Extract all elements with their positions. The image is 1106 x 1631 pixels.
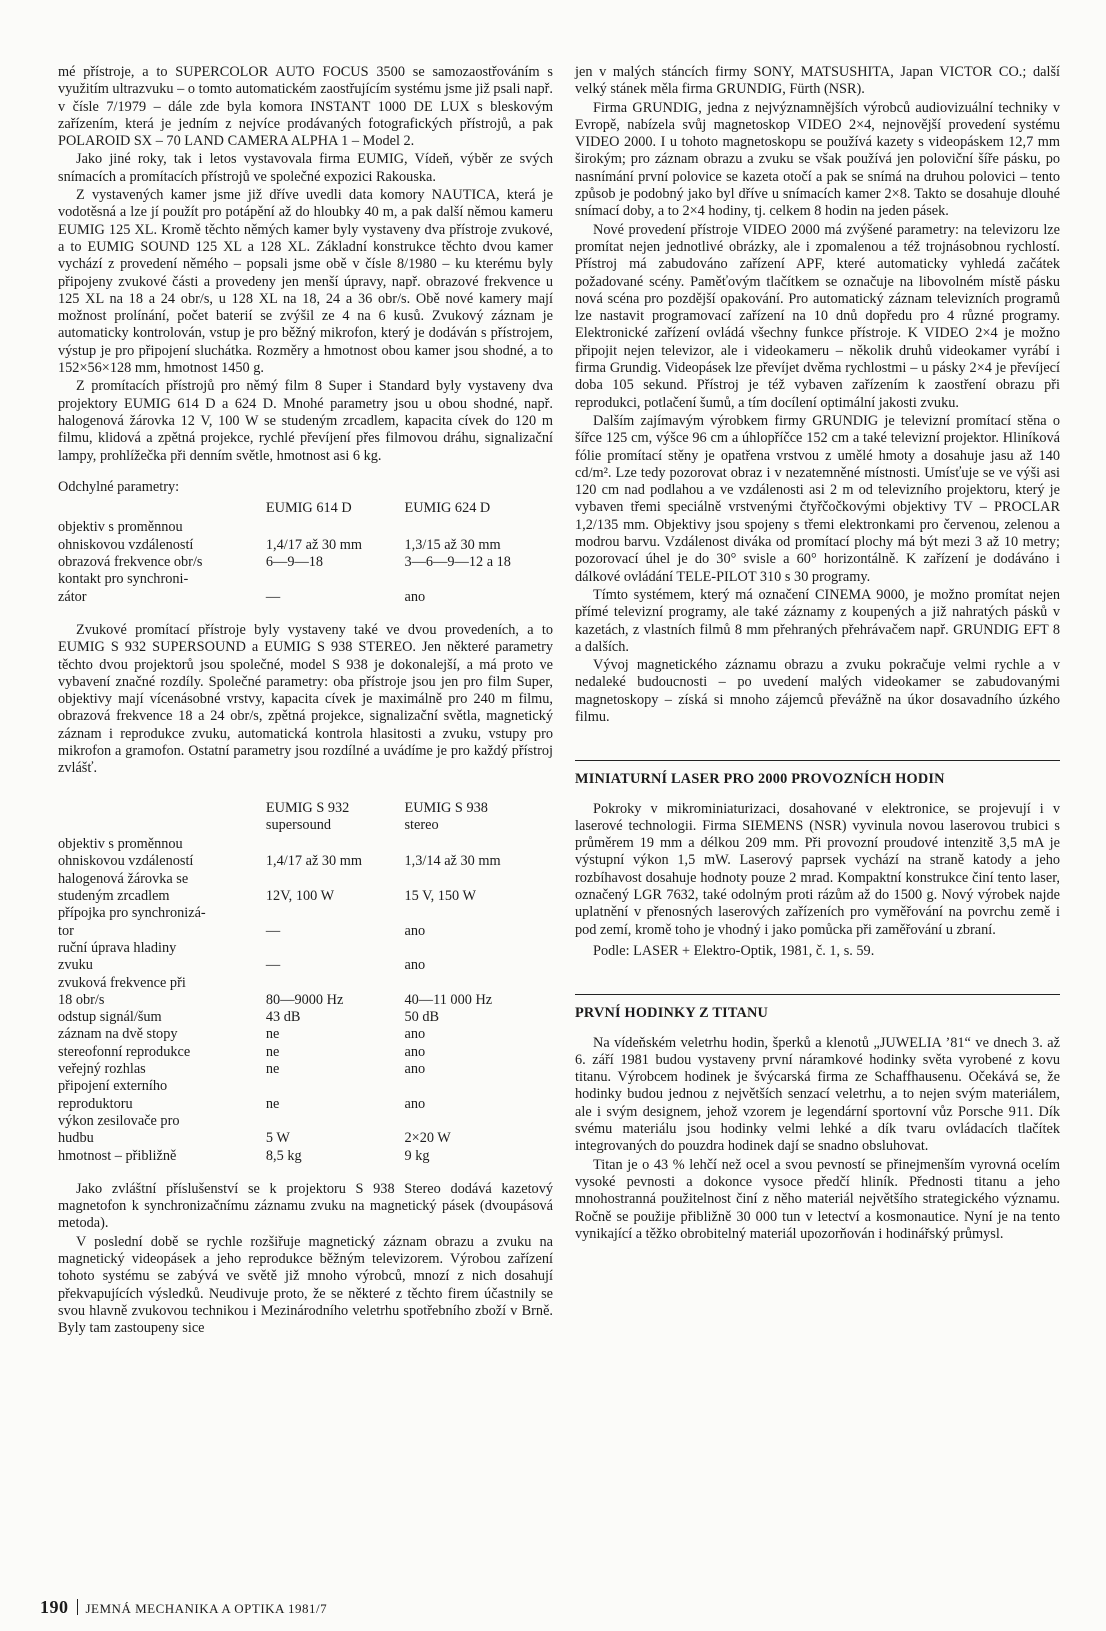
table-cell-value-b: 2×20 W — [404, 1130, 451, 1147]
table-cell-value-b: ano — [404, 922, 426, 939]
paragraph: Jako jiné roky, tak i letos vystavovala firma EUMIG, Vídeň, výběr ze svých snímacích a promítacích přístrojů ve společné expozici Rakouska. — [58, 151, 553, 185]
table-row — [58, 1130, 553, 1147]
table-row — [58, 905, 553, 922]
table-cell-value-a — [266, 1113, 405, 1130]
table-cell-label: hmotnost – přibližně — [58, 1147, 177, 1164]
paragraph: Zvukové promítací přístroje byly vystaveny také ve dvou provedeních, a to EUMIG S 932 SUPERSOUND a EUMIG S 938 STEREO. Jen některé parametry těchto dvou projektorů jsou společné, model S 938 je dokonalejší, a má proto ve vybavení značné rozdíly. Společné parametry: oba přístroje jsou jen pro film Super, objektivy mají vícenásobné vrstvy, kapacita cívek je maximálně pro 240 m filmu, obrazová frekvence 18 a 24 obr/s, zpětná projekce, signalizační světla, magnetický záznam i reprodukce zvuku, automatická kontrola hlasitosti a zvuku, vstupy pro mikrofon a gramofon. Ostatní parametry jsou rozdílné a uvádíme je pro každý přístroj zvlášť. — [58, 621, 553, 777]
paragraph: Vývoj magnetického záznamu obrazu a zvuku pokračuje velmi rychle a v nedaleké budoucnosti – po uvedení malých videokamer se zabudovanými magnetoskopy – získá si mnoho zájemců převážně na úkor dosavadního úzkého filmu. — [575, 657, 1060, 725]
table-cell-value-b — [404, 1078, 553, 1095]
table-cell-value-b: ano — [404, 588, 426, 605]
paragraph: Titan je o 43 % lehčí než ocel a svou pevností se přinejmenším vyrovná ocelím vysoké pevnosti a dokonce vysoce předčí hliník. Přednosti titanu a jeho mnohostranná použitelnost činí z něho materiál největšího strategického významu. Ročně se použije přibližně 30 000 tun v letectví a kosmonautice. Nyní je na tento vynikající a těžko obrobitelný materiál upozorňován i hodinářský průmysl. — [575, 1156, 1060, 1242]
table-cell-value-a — [266, 905, 405, 922]
table-row — [58, 1078, 553, 1095]
table-header-row — [58, 500, 553, 519]
table-cell-label: kontakt pro synchroni- — [58, 571, 189, 588]
table-row — [58, 957, 553, 974]
table-cell-label: stereofonní reprodukce — [58, 1043, 191, 1060]
table-header-col-a-variant: supersound — [265, 816, 332, 833]
table-cell-value-b — [404, 519, 553, 536]
table-cell-value-b: 40—11 000 Hz — [404, 991, 493, 1008]
table-cell-label: reproduktoru — [58, 1095, 133, 1112]
table-cell-value-b: 1,3/14 až 30 mm — [404, 853, 501, 870]
table-cell-value-a — [266, 975, 405, 992]
table-cell-value-b: 1,3/15 až 30 mm — [404, 536, 501, 553]
sound-projector-spec-table — [58, 800, 553, 1165]
table-cell-value-b: ano — [404, 1026, 426, 1043]
table-cell-value-a — [266, 836, 405, 853]
table-cell-value-a: 1,4/17 až 30 mm — [265, 536, 362, 553]
table-cell-value-a — [266, 940, 405, 957]
paragraph: Pokroky v mikrominiaturizaci, dosahované v elektronice, se projevují i v laserové technologii. Firma SIEMENS (NSR) vyvinula novou laserovou trubici s průměrem 19 mm a délkou 209 mm. Při provozní proudové intenzitě 3,5 mA je výstupní výkon 1,5 mW. Laserový paprsek vychází na straně katody a jeho rozbíhavost dosahuje hodnoty pouze 2 mrad. Kompaktní konstrukce činí tento laser, označený LGR 7632, také odolným proti rázům až do 1500 g. Nový výrobek najde uplatnění v přenosných laserových zařízeních pro vyměřování na povrchu země i pod zemí, kromě toho je vhodný i jako pomůcka při zaměřování u zbraní. — [575, 800, 1060, 938]
paragraph: V poslední době se rychle rozšiřuje magnetický záznam obrazu a zvuku na magnetický videopásek a jeho reprodukce běžným televizorem. Výrobou zařízení tohoto systému se zabývá ve světě již mnoho výrobců, mnozí z nich dosahují překvapujících výsledků. Neudivuje proto, že se některé z těchto firem účastnily se svou hlavně zvukovou technikou i Mezinárodního veletrhu spotřebního zboží v Brně. Byly tam zastoupeny sice — [58, 1233, 553, 1337]
section-divider — [575, 994, 1060, 995]
table-cell-label: záznam na dvě stopy — [58, 1026, 178, 1043]
table-header-col-a: EUMIG 614 D — [265, 500, 352, 517]
table-row — [58, 537, 553, 554]
table-cell-value-b: 9 kg — [404, 1147, 430, 1164]
table-row — [58, 975, 553, 992]
paragraph: Jako zvláštní příslušenství se k projektoru S 938 Stereo dodává kazetový magnetofon k synchronizačnímu záznamu zvuku na magnetický pásek (dvoupásová metoda). — [58, 1180, 553, 1232]
table-header-col-b: EUMIG 624 D — [404, 500, 491, 517]
table-cell-label: připojení externího — [58, 1078, 168, 1095]
table-cell-value-b — [404, 905, 553, 922]
table-cell-label: zvuku — [58, 957, 93, 974]
page-footer — [40, 1597, 327, 1618]
table-cell-value-a: — — [265, 588, 281, 605]
table-row — [58, 1026, 553, 1043]
table-cell-value-b: ano — [404, 1095, 426, 1112]
table-row — [58, 1009, 553, 1026]
table-row — [58, 871, 553, 888]
table-cell-value-a: ne — [265, 1061, 280, 1078]
table-row — [58, 1061, 553, 1078]
table-row — [58, 853, 553, 870]
table-row — [58, 554, 553, 571]
table-cell-value-b: ano — [404, 1043, 426, 1060]
table-cell-value-a: 80—9000 Hz — [265, 991, 344, 1008]
paragraph: Na vídeňském veletrhu hodin, šperků a klenotů „JUWELIA ’81“ ve dnech 3. až 6. září 1981 budou vystaveny první náramkové hodinky světa vyrobené z kovu titanu. Výrobcem hodinek je švýcarská firma ze Schaffhausenu. Očekává se, že hodinky budou jednou z největších senzací veletrhu, a to nejen svým materiálem, ale i svým designem, jehož vzorem je legendární sportovní vůz Porsche 911. Dík svému materiálu jsou hodinky velmi lehké a dík tvaru ovládacích tlačítek integrovaných do pouzdra hodinek dají se snadno obsluhovat. — [575, 1034, 1060, 1155]
table-row — [58, 888, 553, 905]
table-cell-label: objektiv s proměnnou — [58, 519, 183, 536]
paragraph: Tímto systémem, který má označení CINEMA 9000, je možno promítat nejen přímé televizní programy, ale také záznamy z koupených a již nahratých pásků v kazetách, z vlastních filmů 8 mm přehraných přehrávačem např. GRUNDIG EFT 8 a dalších. — [575, 586, 1060, 655]
table-header-empty — [58, 800, 266, 837]
table-cell-label: výkon zesilovače pro — [58, 1112, 180, 1129]
table-cell-label: obrazová frekvence obr/s — [58, 554, 203, 571]
table-cell-label: hudbu — [58, 1130, 94, 1147]
table-cell-value-a: 5 W — [265, 1130, 290, 1147]
right-column — [575, 64, 1060, 1244]
section-heading-laser: MINIATURNÍ LASER PRO 2000 PROVOZNÍCH HODIN — [575, 771, 945, 788]
table-cell-value-a — [266, 871, 405, 888]
paragraph: Nové provedení přístroje VIDEO 2000 má zvýšené parametry: na televizoru lze promítat nejen jednotlivé obrázky, ale i zpomalenou a též trojnásobnou rychlostí. Přístroj má zabudováno zařízení APF, které automaticky vyhledá začátek požadované scény. Paměťovým tlačítkem se označuje na libovolném místě pásku nová scéna pro pozdější opakování. Pro automatický záznam televizních programů lze nastavit programovací zařízení na 10 dnů dopředu pro 4 různé programy. Elektronické zařízení ovládá všechny funkce přístroje. K VIDEO 2×4 je možno připojit nejen televizor, ale i videokameru – několik druhů videokamer vyrábí i firma Grundig. Videopásek lze převíjet dvěma rychlostmi – u pásky 2×4 je převíjecí doba 105 sekund. Přístroj je též vybaven zařízením k zaostření obrazu při reprodukci, potlačení šumů, a tím docílení optimální jakosti zvuku. — [575, 221, 1060, 411]
paragraph: jen v malých stáncích firmy SONY, MATSUSHITA, Japan VICTOR CO.; další velký stánek měla firma GRUNDIG, Fürth (NSR). — [575, 64, 1060, 98]
table-cell-value-b — [404, 871, 553, 888]
table-cell-label: ruční úprava hladiny — [58, 939, 177, 956]
table-cell-label: odstup signál/šum — [58, 1009, 162, 1026]
table-row — [58, 1113, 553, 1130]
paragraph: Z promítacích přístrojů pro němý film 8 Super i Standard byly vystaveny dva projektory EUMIG 614 D a 624 D. Mnohé parametry jsou u obou shodné, např. halogenová žárovka 12 V, 100 W se studeným zrcadlem, kapacita cívek do 120 m filmu, klidová a zpětná projekce, rychlé převíjení přes filmovou dráhu, signalizační lampy, prohlížečka při denním světle, hmotnost asi 6 kg. — [58, 378, 553, 464]
section-divider — [575, 760, 1060, 761]
table-cell-label: veřejný rozhlas — [58, 1061, 146, 1078]
table-header-col-a — [266, 800, 405, 837]
table-row — [58, 836, 553, 853]
table-cell-value-a — [266, 571, 405, 588]
left-column — [58, 64, 553, 1338]
table-row — [58, 589, 553, 606]
table-cell-label: studeným zrcadlem — [58, 888, 170, 905]
table-cell-label: zátor — [58, 588, 87, 605]
table-header-col-b-variant: stereo — [404, 816, 439, 833]
table-row — [58, 1044, 553, 1061]
table-cell-value-b — [404, 571, 553, 588]
source-citation: Podle: LASER + Elektro-Optik, 1981, č. 1, s. 59. — [593, 942, 875, 959]
table-header-col-b — [404, 800, 553, 837]
table-cell-value-a: — — [265, 922, 281, 939]
table-cell-label: ohniskovou vzdáleností — [58, 536, 194, 553]
table-cell-label: 18 obr/s — [58, 991, 105, 1008]
table-cell-label: ohniskovou vzdáleností — [58, 853, 194, 870]
table-row — [58, 519, 553, 536]
projector-spec-table — [58, 500, 553, 606]
table-cell-value-a: 12V, 100 W — [265, 888, 335, 905]
table-cell-value-b — [404, 940, 553, 957]
table-header-row — [58, 800, 553, 837]
table-cell-value-a: 43 dB — [265, 1009, 301, 1026]
journal-name: JEMNÁ MECHANIKA A OPTIKA 1981/7 — [85, 1601, 328, 1616]
table-title: Odchylné parametry: — [58, 478, 180, 495]
table-row — [58, 940, 553, 957]
table-cell-value-a: ne — [265, 1043, 280, 1060]
table-cell-label: zvuková frekvence při — [58, 974, 186, 991]
table-row — [58, 1148, 553, 1165]
table-cell-value-b: 50 dB — [404, 1009, 440, 1026]
table-cell-value-a: 6—9—18 — [265, 554, 324, 571]
section-heading-titanium: PRVNÍ HODINKY Z TITANU — [575, 1005, 769, 1022]
table-cell-value-b — [404, 836, 553, 853]
table-cell-value-a — [266, 519, 405, 536]
table-cell-value-a: — — [265, 957, 281, 974]
table-cell-label: přípojka pro synchronizá- — [58, 905, 206, 922]
table-cell-value-a: ne — [265, 1026, 280, 1043]
table-cell-label: halogenová žárovka se — [58, 870, 189, 887]
paragraph: Z vystavených kamer jsme již dříve uvedli data komory NAUTICA, která je vodotěsná a lze jí použít pro potápění až do hloubky 40 m, a pak další němou kameru EUMIG 125 XL. Kromě těchto němých kamer byly vystaveny dva přístroje zvukové, a to EUMIG SOUND 125 XL a 128 XL. Základní konstrukce těchto dvou kamer vychází z provedení němého – popsali jsme obě v čísle 8/1980 – ku kterému byly připojeny zvukové části a provedeny jen menší úpravy, např. obrazové frekvence u 125 XL na 18 a 24 obr/s, u 128 XL na 18, 24 a 36 obr/s. Obě nové kamery mají možnost prolínání, počet baterií se zvýšil ze 4 na 6 kusů. Zvukový záznam je automaticky kontrolován, vstup je pro běžný mikrofon, který je dodáván s přístrojem, výstup je pro připojení sluchátka. Rozměry a hmotnost obou kamer jsou shodné, a to 152×56×128 mm, hmotnost 1450 g. — [58, 187, 553, 377]
table-cell-value-a — [266, 1078, 405, 1095]
table-header-col-a-model: EUMIG S 932 — [265, 799, 350, 816]
table-cell-value-b — [404, 975, 553, 992]
table-row — [58, 571, 553, 588]
footer-separator — [77, 1599, 78, 1615]
table-header-col-b-model: EUMIG S 938 — [404, 799, 488, 816]
page-number: 190 — [40, 1597, 69, 1617]
table-row — [58, 1096, 553, 1113]
table-cell-label: tor — [58, 922, 74, 939]
table-cell-value-b: 15 V, 150 W — [404, 888, 476, 905]
table-cell-value-a: 8,5 kg — [265, 1147, 302, 1164]
table-header-empty — [58, 500, 266, 519]
table-cell-value-b: ano — [404, 1061, 426, 1078]
table-cell-value-b: 3—6—9—12 a 18 — [404, 554, 511, 571]
table-row — [58, 992, 553, 1009]
table-cell-value-b — [404, 1113, 553, 1130]
table-cell-value-b: ano — [404, 957, 426, 974]
paragraph: Firma GRUNDIG, jedna z nejvýznamnějších výrobců audiovizuální techniky v Evropě, nabízela svůj magnetoskop VIDEO 2×4, nejnovější provedení systému VIDEO 2000. I u tohoto magnetoskopu se používá kazety s videopáskem 12,7 mm širokým; pro záznam obrazu a zvuku se však používá jen poloviční šíře pásku, po nasnímání první polovice se kazeta otočí a pak se snímá na druhou polovici – tento způsob je podobný jako byl dříve u snímacích kamer 2×8. Takto se dosahuje dlouhé snímací doby, a to 2×4 hodiny, tj. celkem 8 hodin na jeden pásek. — [575, 99, 1060, 220]
table-cell-label: objektiv s proměnnou — [58, 836, 183, 853]
paragraph: mé přístroje, a to SUPERCOLOR AUTO FOCUS 3500 se samozaostřováním s využitím ultrazvuku – o tomto automatickém zaostřujícím systému jsme již psali např. v čísle 7/1979 – dále zde byla komora INSTANT 1000 DE LUX s bleskovým zařízením, která je jedním z nejvíce prodávaných fotografických přístrojů, a pak POLAROID SX – 70 LAND CAMERA ALPHA 1 – Model 2. — [58, 64, 553, 150]
paragraph: Dalším zajímavým výrobkem firmy GRUNDIG je televizní promítací stěna o šířce 125 cm, výšce 96 cm a úhlopříčce 152 cm a také televizní projektor. Hliníková fólie promítací stěny je opatřena vrstvou z umělé hmoty a dosahuje jasu až 140 cd/m². Lze tedy pozorovat obraz i v nezatemněné místnosti. Umísťuje se ve výši asi 120 cm nad podlahou a ve vzdálenosti asi 2 m od televizního projektoru, který je vybaven třemi speciálně vrstvenými čtyřčočkovými objektivy TV – PROCLAR 1,2/135 mm. Objektivy jsou spojeny s třemi elektronkami pro červenou, zelenou a modrou barvu. Vzdálenost diváka od promítací plochy má být mezi 3 až 10 metry; pozorovací úhel je do 30° svisle a 60° horizontálně. K zařízení je dodáváno i dálkové ovládání TELE-PILOT 310 s 30 programy. — [575, 412, 1060, 585]
table-cell-value-a: ne — [265, 1095, 280, 1112]
table-cell-value-a: 1,4/17 až 30 mm — [265, 853, 362, 870]
table-row — [58, 923, 553, 940]
